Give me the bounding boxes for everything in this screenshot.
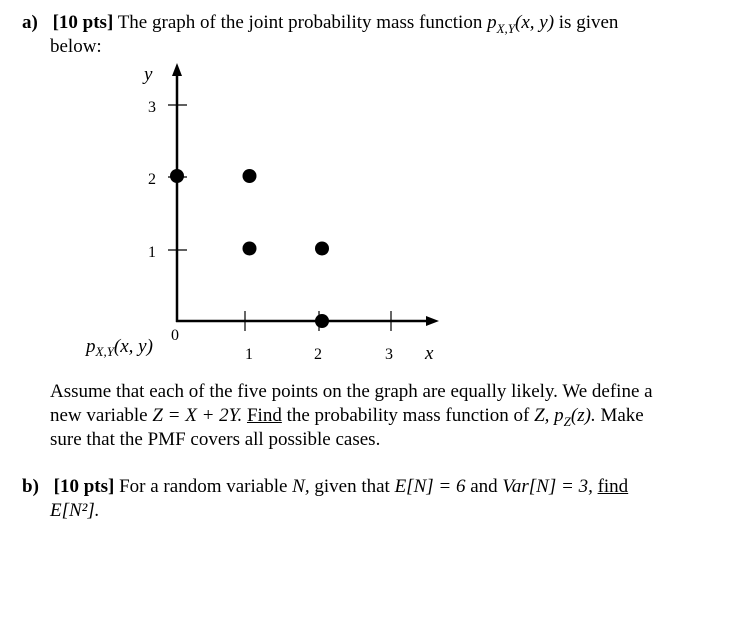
- find-underlined-b: find: [597, 476, 629, 497]
- part-b-line1: b) [10 pts] For a random variable N, given that E[N] = 6 and Var[N] = 3, find: [22, 476, 629, 497]
- y-axis-arrowhead: [172, 63, 182, 76]
- part-a-line1-end: is given: [558, 12, 619, 33]
- origin-label: 0: [171, 327, 179, 344]
- x-axis-arrowhead: [426, 316, 439, 326]
- para-line3: sure that the PMF covers all possible cases.: [50, 429, 381, 450]
- z-definition: Z = X + 2Y.: [152, 405, 243, 426]
- y-tick-label-1: 1: [148, 244, 156, 261]
- pmf-graph-label: $p_{X,Y}(x$, y): [86, 336, 153, 359]
- expectation-given: E[N] = 6: [394, 476, 466, 497]
- pz-symbol: p: [554, 405, 564, 426]
- part-b-line2: E[N²].: [50, 500, 100, 521]
- part-b-label: b): [22, 476, 39, 497]
- find-underlined: Find: [246, 405, 282, 426]
- pmf-sub: X,Y: [496, 20, 515, 36]
- pmf-point-2-0: [315, 314, 329, 328]
- y-tick-label-3: 3: [148, 99, 156, 116]
- part-a-line2: below:: [50, 36, 102, 57]
- x-axis-label: x: [425, 343, 434, 364]
- pmf-point-1-1: [243, 242, 257, 256]
- pmf-args: (x, y): [515, 12, 555, 33]
- part-a-points: [10 pts]: [52, 12, 114, 33]
- pmf-point-0-2: [170, 169, 184, 183]
- pmf-symbol: p: [487, 12, 497, 33]
- x-tick-label-1: 1: [245, 346, 253, 363]
- x-tick-label-2: 2: [314, 346, 322, 363]
- part-a-label: a): [22, 12, 38, 33]
- y-axis-label: y: [144, 64, 153, 85]
- y-tick-label-2: 2: [148, 171, 156, 188]
- data-points: [170, 169, 329, 328]
- part-a-text: The graph of the joint probability mass function: [117, 12, 483, 33]
- para-line2: new variable Z = X + 2Y. Find the probability mass function of Z, $p_Z(z)$. Make: [50, 405, 644, 429]
- part-b-points: [10 pts]: [53, 476, 115, 497]
- para-line1: Assume that each of the five points on the graph are equally likely. We define a: [50, 381, 653, 402]
- pmf-point-2-1: [315, 242, 329, 256]
- pmf-point-1-2: [243, 169, 257, 183]
- x-tick-label-3: 3: [385, 346, 393, 363]
- variance-given: Var[N] = 3,: [502, 476, 593, 497]
